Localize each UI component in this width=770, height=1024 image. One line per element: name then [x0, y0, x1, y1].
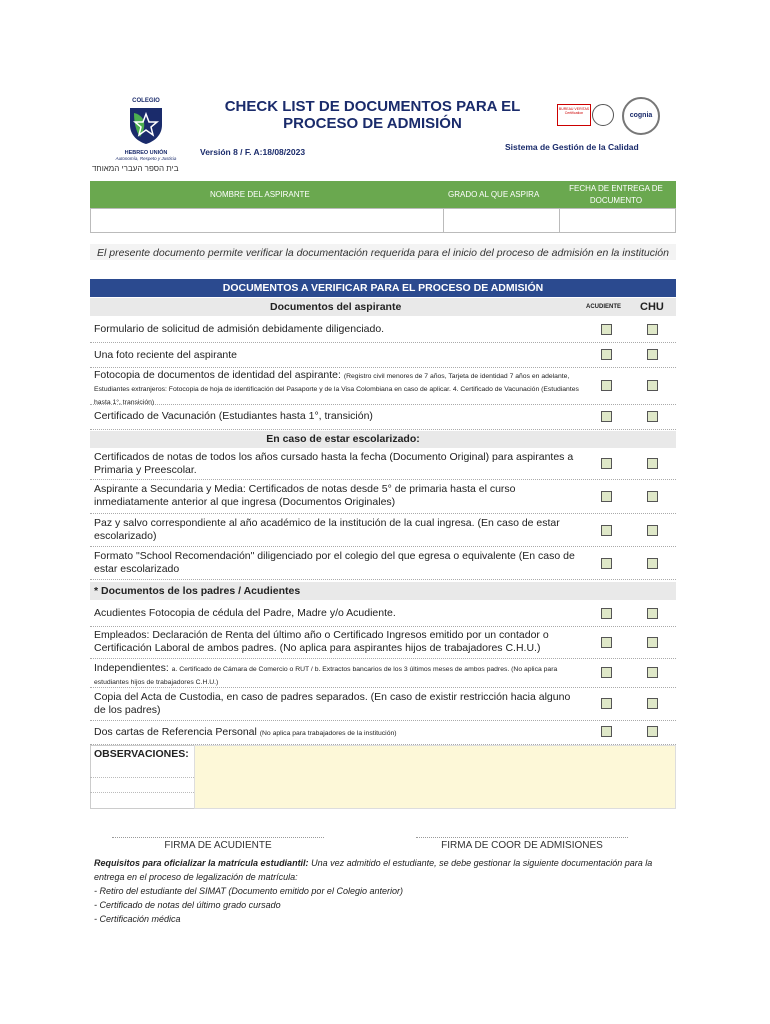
chu-checkbox[interactable]	[647, 380, 658, 391]
doc-row	[90, 317, 676, 343]
title-line-1: CHECK LIST DE DOCUMENTOS PARA EL	[224, 98, 521, 115]
doc-label: Aspirante a Secundaria y Media: Certificados de notas desde 5° de primaria hasta el curso inmediatamente anterior al que ingresa (Documentos Originales)	[94, 483, 516, 508]
header-fecha: FECHA DE ENTREGA DE DOCUMENTO	[569, 184, 663, 205]
hebrew-school-name: בית הספר העברי המאוחד	[92, 164, 179, 173]
doc-label: Certificado de Vacunación (Estudiantes hasta 1°, transición)	[94, 410, 373, 422]
doc-row	[90, 405, 676, 430]
acudiente-checkbox[interactable]	[601, 380, 612, 391]
doc-row	[90, 343, 676, 368]
doc-row	[90, 449, 676, 480]
acudiente-checkbox[interactable]	[601, 558, 612, 569]
observations-label: OBSERVACIONES:	[94, 748, 189, 760]
acudiente-checkbox[interactable]	[601, 698, 612, 709]
requirements-lead-rest: Una vez admitido el estudiante, se debe gestionar la siguiente documentación para la entrega en el proceso de legalización de matrícula:	[94, 858, 653, 882]
chu-checkbox[interactable]	[647, 726, 658, 737]
doc-row	[90, 627, 676, 659]
title-line-2: PROCESO DE ADMISIÓN	[283, 115, 462, 132]
cognia-badge: cognia	[622, 97, 660, 135]
signature-line-coordinator	[416, 837, 628, 838]
signature-label-acudiente: FIRMA DE ACUDIENTE	[164, 840, 272, 851]
aspirant-docs-title: Documentos del aspirante	[270, 301, 402, 313]
acudiente-checkbox[interactable]	[601, 411, 612, 422]
acudiente-checkbox[interactable]	[601, 667, 612, 678]
doc-row	[90, 660, 676, 688]
acudiente-checkbox[interactable]	[601, 637, 612, 648]
chu-checkbox[interactable]	[647, 349, 658, 360]
school-docs-header: En caso de estar escolarizado:	[90, 431, 676, 448]
requirements-block	[94, 856, 674, 926]
doc-row	[90, 515, 676, 547]
doc-label-note: (Registro civil menores de 7 años, Tarjeta de identidad 7 años en adelante, Estudiantes extranjeros: Fotocopia de hoja de identificación del Pasaporte y de la Visa Colombiana en caso de aplicar. 4. Certificado de Vacunación (Estudiantes hasta 1°, transición)	[94, 373, 579, 406]
nombre-input-field[interactable]	[91, 209, 443, 232]
doc-row	[90, 722, 676, 745]
bureau-veritas-icon	[592, 104, 614, 126]
chu-checkbox[interactable]	[647, 458, 658, 469]
applicant-header-row	[90, 181, 676, 208]
certification-logo-red: BUREAU VERITAS Certification	[557, 104, 591, 126]
doc-label	[94, 369, 584, 408]
logo-name-text: HEBREO UNIÓN	[124, 150, 168, 156]
applicant-input-row	[90, 208, 676, 233]
doc-label-note: (No aplica para trabajadores de la institución)	[259, 730, 397, 737]
acudiente-checkbox[interactable]	[601, 324, 612, 335]
aspirant-docs-header	[90, 298, 676, 316]
doc-label	[94, 662, 584, 688]
header-nombre: NOMBRE DEL ASPIRANTE	[210, 190, 310, 199]
chu-checkbox[interactable]	[647, 491, 658, 502]
shield-icon	[126, 105, 166, 145]
intro-text: El presente documento permite verificar la documentación requerida para el inicio del proceso de admisión en la institución	[90, 244, 676, 260]
col-chu-label: CHU	[640, 301, 664, 313]
doc-label: Una foto reciente del aspirante	[94, 349, 238, 361]
chu-checkbox[interactable]	[647, 324, 658, 335]
chu-checkbox[interactable]	[647, 637, 658, 648]
col-acudiente-label: ACUDIENTE	[586, 304, 622, 310]
chu-checkbox[interactable]	[647, 525, 658, 536]
requirements-lead	[94, 856, 674, 884]
fecha-input-field[interactable]	[560, 209, 675, 232]
acudiente-checkbox[interactable]	[601, 525, 612, 536]
doc-row	[90, 548, 676, 580]
requirement-item: - Retiro del estudiante del SIMAT (Documento emitido por el Colegio anterior)	[94, 886, 403, 896]
chu-checkbox[interactable]	[647, 608, 658, 619]
doc-label: Empleados: Declaración de Renta del último año o Certificado Ingresos emitido por un contador o Certificación Laboral de ambos padres. (No aplica para aspirantes hijos de trabajadores C.H.U.)	[94, 629, 549, 654]
doc-row	[90, 481, 676, 514]
section-title-bar: DOCUMENTOS A VERIFICAR PARA EL PROCESO DE ADMISIÓN	[90, 279, 676, 297]
doc-row	[90, 601, 676, 627]
logo-top-text: COLEGIO	[132, 98, 160, 104]
acudiente-checkbox[interactable]	[601, 349, 612, 360]
doc-row	[90, 368, 676, 405]
school-logo	[100, 98, 192, 160]
observations-input[interactable]	[194, 745, 676, 809]
acudiente-checkbox[interactable]	[601, 458, 612, 469]
doc-label-main: Fotocopia de documentos de identidad del aspirante:	[94, 369, 344, 381]
doc-label-note: a. Certificado de Cámara de Comercio o RUT / b. Extractos bancarios de los 3 últimos meses de ambos padres. (No aplica para estudiantes hijos de trabajadores C.H.U.)	[94, 666, 558, 686]
signature-label-coordinator: FIRMA DE COOR DE ADMISIONES	[441, 840, 603, 851]
doc-label: Acudientes Fotocopia de cédula del Padre, Madre y/o Acudiente.	[94, 607, 396, 619]
grado-input-field[interactable]	[444, 209, 559, 232]
doc-label	[94, 726, 584, 739]
header-grado: GRADO AL QUE ASPIRA	[448, 190, 540, 199]
quality-system-text: Sistema de Gestión de la Calidad	[505, 142, 639, 152]
doc-label: Formulario de solicitud de admisión debidamente diligenciado.	[94, 323, 385, 335]
doc-label: Copia del Acta de Custodia, en caso de padres separados. (En caso de existir restricción hacia alguno de los padres)	[94, 691, 571, 716]
page-title	[200, 98, 545, 132]
requirements-lead-bold: Requisitos para oficializar la matrícula estudiantil:	[94, 858, 309, 868]
chu-checkbox[interactable]	[647, 698, 658, 709]
parents-docs-header: * Documentos de los padres / Acudientes	[90, 582, 676, 600]
chu-checkbox[interactable]	[647, 558, 658, 569]
signature-line-acudiente	[112, 837, 324, 838]
requirement-item: - Certificación médica	[94, 914, 181, 924]
doc-label-main: Dos cartas de Referencia Personal	[94, 726, 260, 738]
acudiente-checkbox[interactable]	[601, 726, 612, 737]
doc-label: Paz y salvo correspondiente al año académico de la institución de la cual ingresa. (En caso de estar escolarizado)	[94, 517, 560, 542]
requirement-item: - Certificado de notas del último grado cursado	[94, 900, 281, 910]
chu-checkbox[interactable]	[647, 667, 658, 678]
doc-row	[90, 689, 676, 721]
acudiente-checkbox[interactable]	[601, 491, 612, 502]
doc-label: Certificados de notas de todos los años cursado hasta la fecha (Documento Original) para aspirantes a Primaria y Preescolar.	[94, 451, 574, 476]
version-text: Versión 8 / F. A:18/08/2023	[200, 147, 306, 157]
logo-motto-text: Autonomía, Respeto y Justicia	[115, 156, 177, 161]
doc-label: Formato "School Recomendación" diligenciado por el colegio del que egresa o equivalente (En caso de estar escolarizado	[94, 550, 575, 575]
acudiente-checkbox[interactable]	[601, 608, 612, 619]
doc-label-main: Independientes:	[94, 662, 172, 674]
chu-checkbox[interactable]	[647, 411, 658, 422]
